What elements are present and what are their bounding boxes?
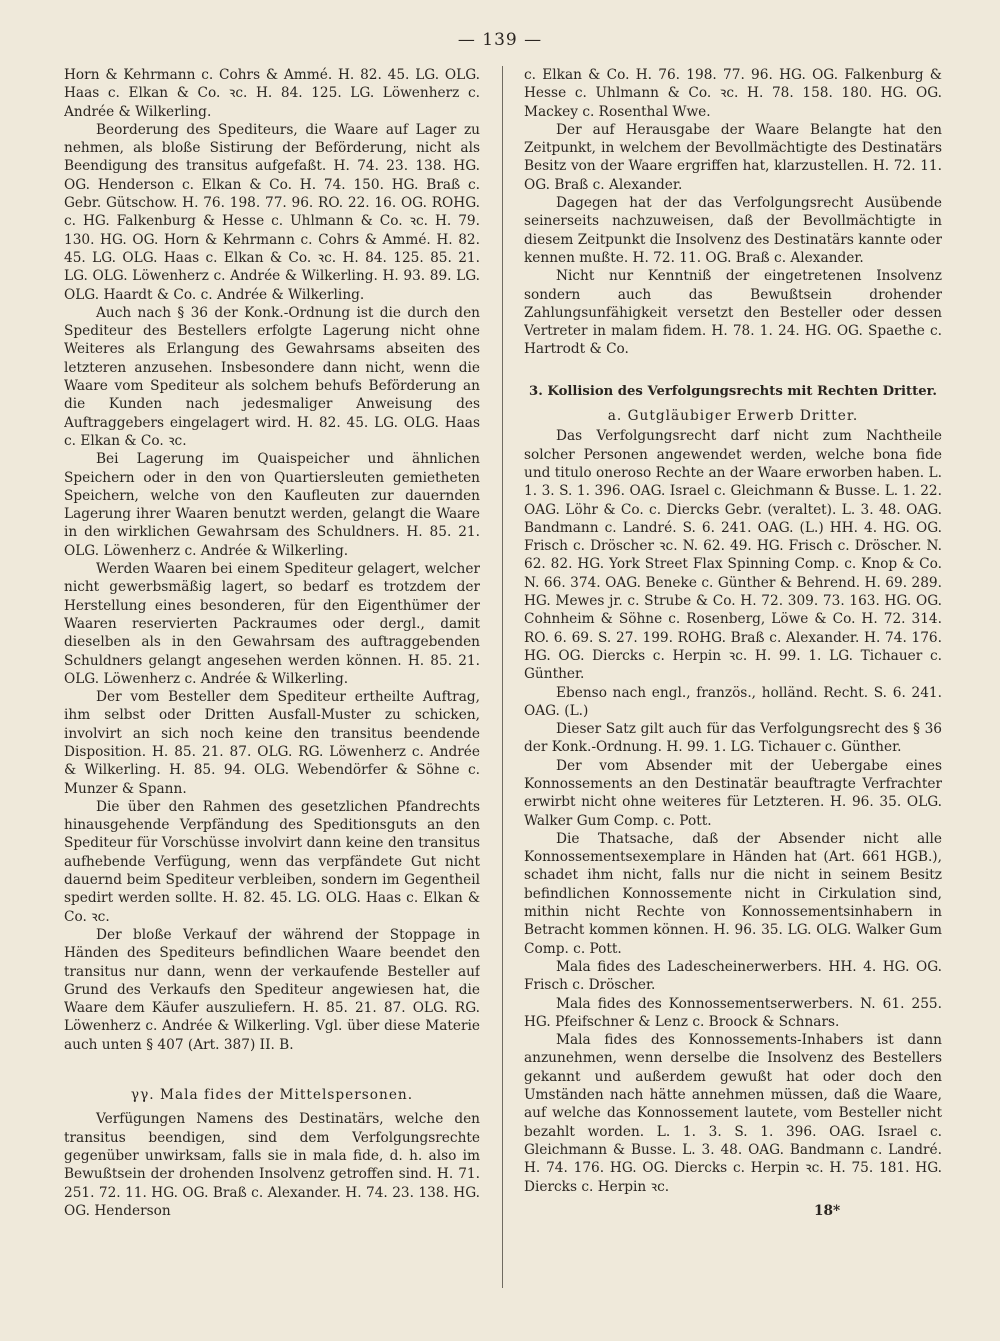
paragraph: Der vom Absender mit der Uebergabe eines Konnossements an den Destinatär beauftragte Verfrachter erwirbt nicht ohne weiteres für Letzteren. H. 96. 35. OLG. Walker Gum Comp. c. Pott. [524, 757, 942, 829]
paragraph: Mala fides des Ladescheinerwerbers. HH. 4. HG. OG. Frisch c. Dröscher. [524, 958, 942, 994]
paragraph: Der vom Besteller dem Spediteur ertheilte Auftrag, ihm selbst oder Dritten Ausfall-Muster zu schicken, involvirt an sich noch keine den transitus beendende Disposition. H. 85. 21. 87. OLG. RG. Löwenherz c. Andrée & Wilkerling. H. 85. 94. OLG. Webendörfer & Söhne c. Munzer & Spann. [64, 689, 480, 797]
paragraph: Mala fides des Konnossements-Inhabers ist dann anzunehmen, wenn derselbe die Insolvenz des Bestellers gekannt und außerdem gewußt hat oder doch den Umständen nach hätte annehmen müssen, daß die Waare, auf welche das Konnossement lautete, vom Besteller nicht bezahlt worden. L. 1. 3. S. 1. 396. OAG. Israel c. Gleichmann & Busse. L. 3. 48. OAG. Bandmann c. Landré. H. 74. 176. HG. OG. Diercks c. Herpin ꝛc. H. 75. 181. HG. Diercks c. Herpin ꝛc. [524, 1032, 942, 1195]
page-number: — 139 — [457, 30, 543, 50]
paragraph: Der bloße Verkauf der während der Stoppage in Händen des Spediteurs befindlichen Waare beendet den transitus nur dann, wenn der verkaufende Besteller auf Grund des Verkaufs den Spediteur angewiesen hat, die Waare dem Käufer auszuliefern. H. 85. 21. 87. OLG. RG. Löwenherz c. Andrée & Wilkerling. Vgl. über diese Materie auch unten § 407 (Art. 387) II. B. [64, 926, 480, 1053]
paragraph: Bei Lagerung im Quaispeicher und ähnlichen Speichern oder in den von Quartiersleuten gemietheten Speichern, welche von den Kaufleuten zur dauernden Lagerung ihrer Waaren benutzt werden, gelangt die Waare in den wirklichen Gewahrsam des Schuldners. H. 85. 21. OLG. Löwenherz c. Andrée & Wilkerling. [64, 451, 480, 559]
subsection-heading: a. Gutgläubiger Erwerb Dritter. [607, 408, 859, 425]
paragraph: Horn & Kehrmann c. Cohrs & Ammé. H. 82. 45. LG. OLG. Haas c. Elkan & Co. ꝛc. H. 84. 125. LG. Löwenherz c. Andrée & Wilkerling. [64, 67, 480, 120]
paragraph: c. Elkan & Co. H. 76. 198. 77. 96. HG. OG. Falkenburg & Hesse c. Uhlmann & Co. ꝛc. H. 78. 158. 180. HG. OG. Mackey c. Rosenthal Wwe. [524, 67, 942, 120]
paragraph: Ebenso nach engl., französ., holländ. Recht. S. 6. 241. OAG. (L.) [524, 684, 942, 719]
signature-mark: 18* [814, 1202, 841, 1219]
paragraph: Werden Waaren bei einem Spediteur gelagert, welcher nicht gewerbsmäßig lagert, so bedarf es trotzdem der Herstellung eines besonderen, für den Eigenthümer der Waaren reservierten Packraumes oder dergl., damit dieselben als in den Gewahrsam des auftraggebenden Schuldners gelangt angesehen werden können. H. 85. 21. OLG. Löwenherz c. Andrée & Wilkerling. [64, 561, 480, 687]
paragraph: Dieser Satz gilt auch für das Verfolgungsrecht des § 36 der Konk.-Ordnung. H. 99. 1. LG. Tichauer c. Günther. [524, 721, 942, 756]
paragraph: Verfügungen Namens des Destinatärs, welche den transitus beendigen, sind dem Verfolgungsrechte gegenüber unwirksam, falls sie in mala fide, d. h. also im Bewußtsein der drohenden Insolvenz getroffen sind. H. 71. 251. 72. 11. HG. OG. Braß c. Alexander. H. 74. 23. 138. HG. OG. Henderson [64, 1111, 480, 1219]
paragraph: Das Verfolgungsrecht darf nicht zum Nachtheile solcher Personen angewendet werden, welche bona fide und titulo oneroso Rechte an der Waare erworben haben. L. 1. 3. S. 1. 396. OAG. Israel c. Gleichmann & Busse. L. 1. 22. OAG. Löhr & Co. c. Diercks Gebr. (veraltet). L. 3. 48. OAG. Bandmann c. Landré. S. 6. 241. OAG. (L.) HH. 4. HG. OG. Frisch c. Dröscher ꝛc. N. 62. 49. HG. Frisch c. Dröscher. N. 62. 82. HG. York Street Flax Spinning Comp. c. Knop & Co. N. 66. 374. OAG. Beneke c. Günther & Behrend. H. 69. 289. HG. Mewes jr. c. Strube & Co. H. 72. 309. 73. 163. HG. OG. Cohnheim & Söhne c. Rosenberg, Löwe & Co. H. 72. 314. RO. 6. 69. S. 27. 199. ROHG. Braß c. Alexander. H. 74. 176. HG. OG. Diercks c. Herpin ꝛc. H. 99. 1. LG. Tichauer c. Günther. [524, 428, 942, 683]
left-column [64, 66, 480, 1281]
column-divider [502, 66, 503, 1288]
paragraph: Nicht nur Kenntniß der eingetretenen Insolvenz sondern auch das Bewußtsein drohender Zahlungsunfähigkeit versetzt den Besteller oder dessen Vertreter in malam fidem. H. 78. 1. 24. HG. OG. Spaethe c. Hartrodt & Co. [524, 268, 942, 358]
paragraph: Beorderung des Spediteurs, die Waare auf Lager zu nehmen, als bloße Sistirung der Beförderung, nicht als Beendigung des transitus aufgefaßt. H. 74. 23. 138. HG. OG. Henderson c. Elkan & Co. H. 74. 150. HG. Braß c. Gebr. Gütschow. H. 76. 198. 77. 96. RO. 22. 16. OG. ROHG. c. HG. Falkenburg & Hesse c. Uhlmann & Co. ꝛc. H. 79. 130. HG. OG. Horn & Kehrmann c. Cohrs & Ammé. H. 82. 45. LG. OLG. Haas c. Elkan & Co. ꝛc. H. 84. 125. 85. 21. LG. OLG. Löwenherz c. Andrée & Wilkerling. H. 93. 89. LG. OLG. Haardt & Co. c. Andrée & Wilkerling. [64, 121, 480, 303]
paragraph: Mala fides des Konnossementserwerbers. N. 61. 255. HG. Pfeifschner & Lenz c. Broock & Schnars. [524, 995, 942, 1030]
paragraph: Die über den Rahmen des gesetzlichen Pfandrechts hinausgehende Verpfändung des Speditionsguts an den Spediteur für Vorschüsse involvirt dann keine den transitus aufhebende Verfügung, wenn das verpfändete Gut nicht dauernd beim Spediteur verbleiben, sondern im Gegentheil spedirt werden sollte. H. 82. 45. LG. OLG. Haas c. Elkan & Co. ꝛc. [64, 798, 480, 925]
paragraph: Dagegen hat der das Verfolgungsrecht Ausübende seinerseits nachzuweisen, daß der Bevollmächtigte in diesem Zeitpunkt die Insolvenz des Destinatärs kannte oder kennen mußte. H. 72. 11. OG. Braß c. Alexander. [524, 195, 942, 266]
paragraph: Die Thatsache, daß der Absender nicht alle Konnossementsexemplare in Händen hat (Art. 661 HGB.), schadet ihm nicht, falls nur die nicht in seinem Besitz befindlichen Konnossemente nicht in Cirkulation sind, mithin nicht Rechte von Konnossementsinhabern in Betracht kommen können. H. 96. 35. LG. OLG. Walker Gum Comp. c. Pott. [524, 830, 942, 957]
section-heading: 3. Kollision des Verfolgungsrechts mit Rechten Dritter. [529, 383, 937, 399]
paragraph: Der auf Herausgabe der Waare Belangte hat den Zeitpunkt, in welchem der Bevollmächtigte des Destinatärs Besitz von der Waare ergriffen hat, klarzustellen. H. 72. 11. OG. Braß c. Alexander. [524, 121, 942, 193]
paragraph: Auch nach § 36 der Konk.-Ordnung ist die durch den Spediteur des Bestellers erfolgte Lagerung nicht ohne Weiteres als Erlangung des Gewahrsams abseiten des letzteren anzusehen. Insbesondere dann nicht, wenn die Waare vom Spediteur als solchem behufs Beförderung an die Kunden nach jedesmaliger Anweisung des Auftraggebers eingelagert wird. H. 82. 45. LG. OLG. Haas c. Elkan & Co. ꝛc. [64, 304, 480, 449]
right-column [524, 66, 942, 1291]
subsection-heading: γγ. Mala fides der Mittelspersonen. [130, 1087, 414, 1104]
